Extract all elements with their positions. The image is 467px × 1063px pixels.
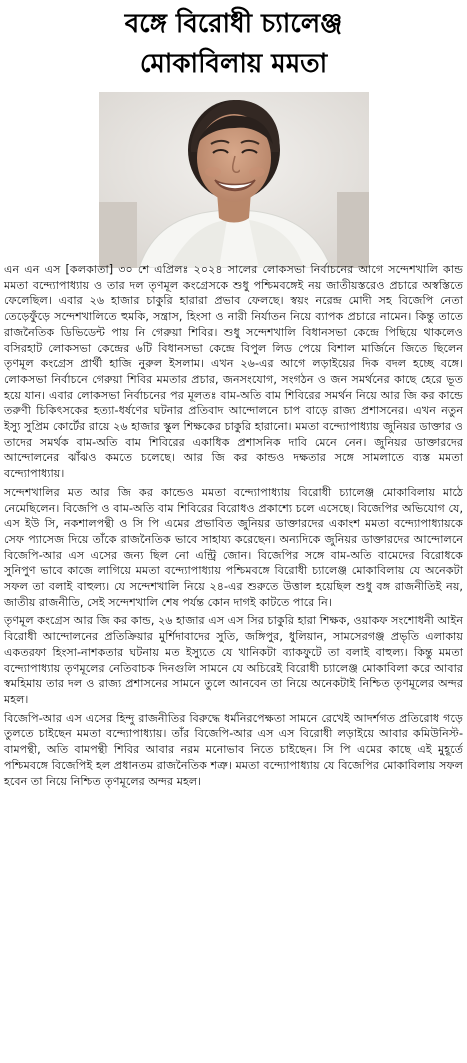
headline-line-1: বঙ্গে বিরোধী চ্যালেঞ্জ <box>124 9 343 39</box>
article-paragraph-1: এন এন এস [কলকাতা] ৩০ শে এপ্রিলঃ ২০২৪ সালের লোকসভা নির্বাচনের আগে সন্দেশখালি কান্ড মমতা বন্দ্যোপাধ্যায় ও তার দল তৃণমূল কংগ্রেসকে শুধু পশ্চিমবঙ্গেই নয় জাতীয়স্তরেও প্রচারে অস্বস্তিতে ফেলেছিল। এবার ২৬ হাজার চাকুরি হারারা প্রভাব ফেলছে। স্বয়ং নরেন্দ্র মোদী সহ বিজেপি নেতা তেড়েফুঁড়ে সন্দেশখালিতে হুমকি, সন্ত্রাস, হিংসা ও নারী নির্যাতন নিয়ে ব্যাপক প্রচারে নামেন। কিন্তু তাতে রাজনৈতিক ডিভিডেন্ট পায় নি গেরুয়া শিবির। শুধু সন্দেশখালি বিধানসভা কেন্দ্রে পিছিয়ে থাকলেও বসিরহাট লোকসভা কেন্দ্রের ৬টি বিধানসভা কেন্দ্রে বিপুল লিড পেয়ে বিশাল মার্জিনে জিতে ছিলেন তৃণমূল কংগ্রেস প্রার্থী হাজি নুরুল ইসলাম। এখন ২৬-এর আগে লড়াইয়ের দিক বদল হচ্ছে বঙ্গে। লোকসভা নির্বাচনে গেরুয়া শিবির মমতার প্রচার, জনসংযোগ, সংগঠন ও জন সমর্থনের কাছে হেরে ভূত হয়ে যান। এবার লোকসভা নির্বাচনের পর মূলতঃ বাম-অতি বাম শিবিরের সমর্থন নিয়ে আর জি কর কান্ডে তরুণী চিকিৎসকের হত্যা-ধর্ষণের ঘটনার প্রতিবাদ আন্দোলনে চাপ বাড়ে রাজ্য প্রশাসনের। এখন নতুন ইস্যু সুপ্রিম কোর্টের রায়ে ২৬ হাজার স্কুল শিক্ষকের চাকুরি হারানো। মমতা বন্দ্যোপাধ্যায় জুনিয়র ডাক্তার ও তাদের সমর্থক বাম-অতি বাম শিবিরের একাধিক প্রশাসনিক দাবি মেনে নেন। জুনিয়র ডাক্তারদের আন্দোলনের ঝাঁঝও কমতে চলেছে। আর জি কর কান্ডও দক্ষতার সঙ্গে সামলাতে ব্যস্ত মমতা বন্দ্যোপাধ্যায়। <box>4 263 463 481</box>
portrait-photo-icon <box>99 92 369 268</box>
article-paragraph-4: বিজেপি-আর এস এসের হিন্দু রাজনীতির বিরুদ্ধে ধর্মনিরপেক্ষতা সামনে রেখেই আদর্শগত প্রতিরোধ গড়ে তুলতে চাইছেন মমতা বন্দ্যোপাধ্যায়। তাঁর বিজেপি-আর এস এস বিরোধী লড়াইয়ে আবার কমিউনিস্ট-বামপন্থী, অতি বামপন্থী শিবির আবার নরম মনোভাব নিতে চাইছেন। সি পি এমের কাছে এই মুহূর্তে পশ্চিমবঙ্গে বিজেপিই হল প্রধানতম রাজনৈতিক শত্রু। মমতা বন্দ্যোপাধ্যায় যে বিজেপির মোকাবিলায় সফল হবেন তা নিয়ে নিশ্চিত তৃণমূলের অন্দর মহল। <box>4 711 463 788</box>
headline <box>0 0 467 84</box>
portrait-photo <box>99 92 369 268</box>
headline-line-2: মোকাবিলায় মমতা <box>139 49 328 79</box>
article-paragraph-2: সন্দেশখালির মত আর জি কর কান্ডেও মমতা বন্দ্যোপাধ্যায় বিরোধী চ্যালেঞ্জ মোকাবিলায় মাঠে নেমেছিলেন। বিজেপি ও বাম-অতি বাম শিবিরের বিরোধও প্রকাশ্যে চলে এসেছে। বিজেপির অভিযোগ যে, এস ইউ সি, নকশালপন্থী ও সি পি এমের প্রভাবিত জুনিয়র ডাক্তারদের একাংশ মমতা বন্দ্যোপাধ্যায়কে সেফ প্যাসেজ দিয়ে তাঁকে রাজনৈতিক ভাবে সাহায্য করেছেন। অন্যদিকে জুনিয়র ডাক্তারদের আন্দোলনে বিজেপি-আর এস এসের জন্য ছিল নো এন্ট্রি জোন। বিজেপির সঙ্গে বাম-অতি বামেদের বিরোধকে সুনিপুণ ভাবে কাজে লাগিয়ে মমতা বন্দ্যোপাধ্যায় পশ্চিমবঙ্গে বিরোধী চ্যালেঞ্জ মোকাবিলায় যে অনেকটা সফল তা বলাই বাহুল্য। যে সন্দেশখালি নিয়ে ২৪-এর শুরুতে উত্তাল হয়েছিল শুধু বঙ্গ রাজনীতিই নয়, জাতীয় রাজনীতি, সেই সন্দেশখালি শেষ পর্যন্ত কোন দাগই কাটতে পারে নি। <box>4 485 463 609</box>
article-paragraph-3: তৃণমূল কংগ্রেস আর জি কর কান্ড, ২৬ হাজার এস এস সির চাকুরি হারা শিক্ষক, ওয়াকফ সংশোধনী আইন বিরোধী আন্দোলনের প্রতিক্রিয়ার মুর্শিদাবাদের সুতি, জঙ্গিপুর, ধুলিয়ান, সামসেরগঞ্জ প্রভৃতি এলাকায় একতরফা হিংসা-নাশকতার ঘটনায় মত ইস্যুতে যে খানিকটা ব্যাকফুটে তা বলাই বাহুল্য। কিন্তু মমতা বন্দ্যোপাধ্যায় তৃণমূলের নেতিবাচক দিনগুলি সামনে যে অচিরেই বিরোধী চ্যালেঞ্জ মোকাবিলা করে আবার স্বমহিমায় তার দল ও রাজ্য প্রশাসনের সামনে তুলে আনবেন তা নিয়ে অনেকটাই নিশ্চিত তৃণমূলের অন্দর মহল। <box>4 614 463 706</box>
article-body <box>4 262 463 792</box>
